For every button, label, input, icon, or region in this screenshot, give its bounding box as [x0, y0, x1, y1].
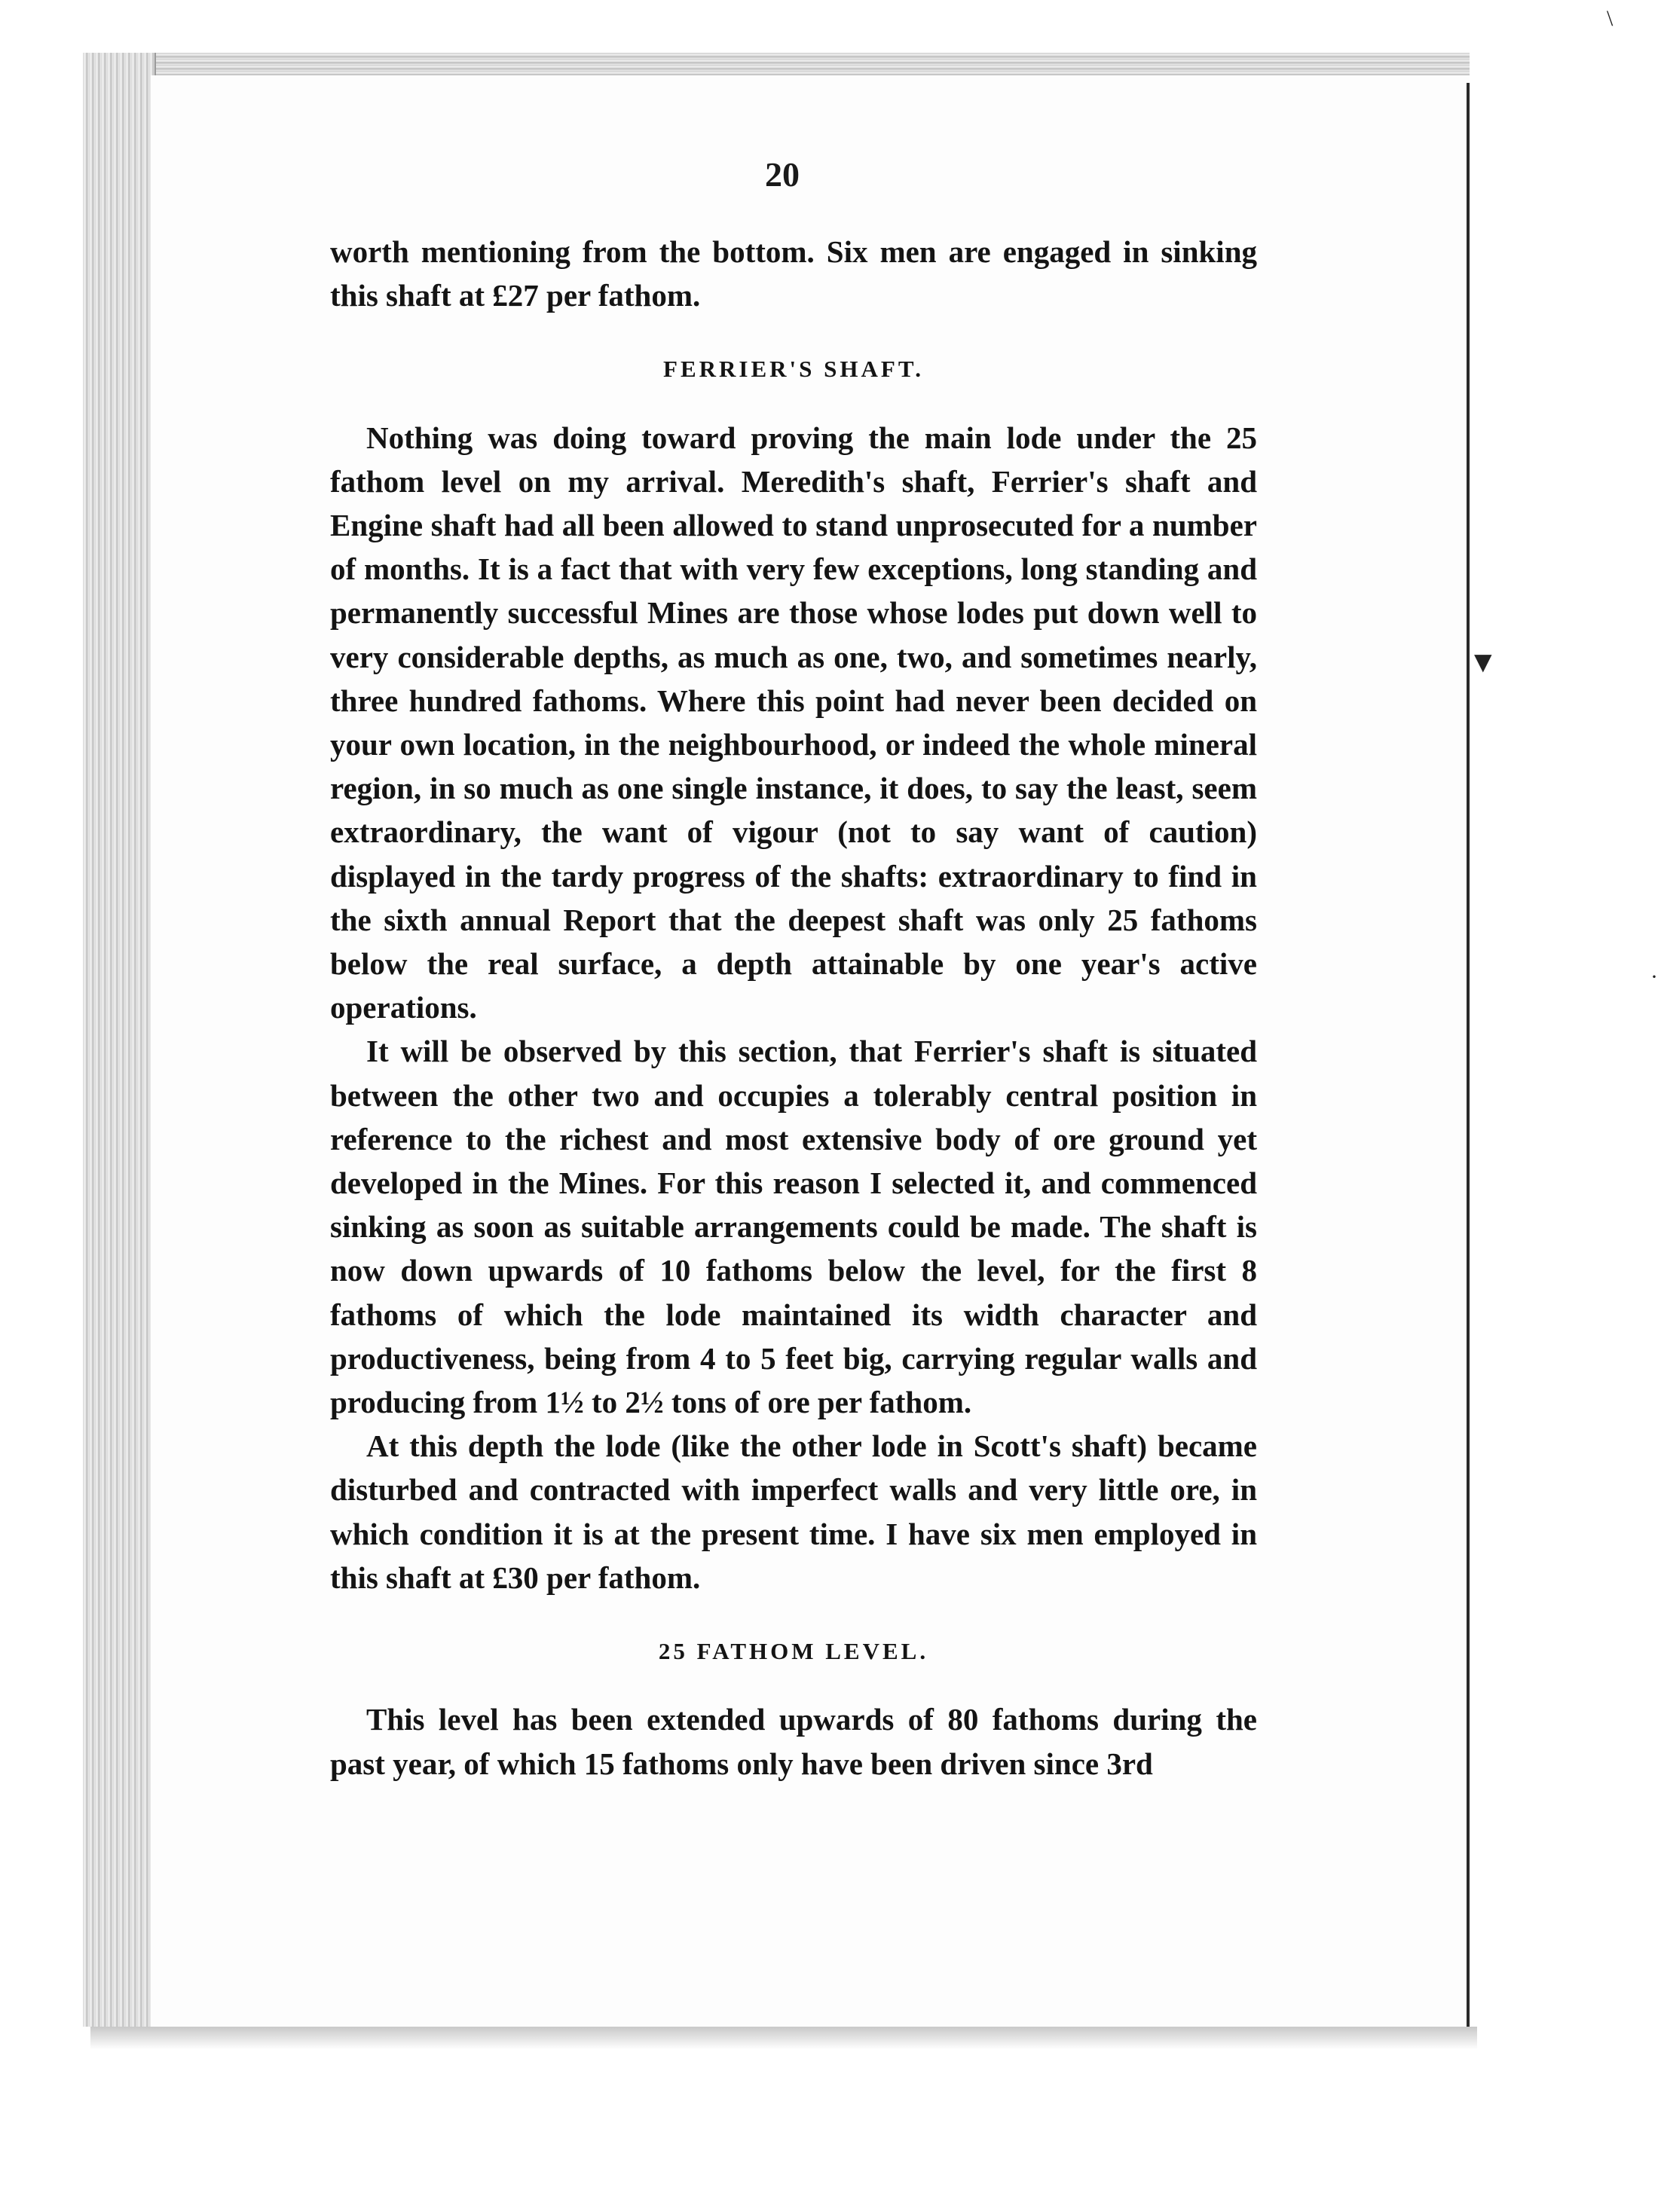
continued-paragraph: worth mentioning from the bottom. Six men are engaged in sinking this shaft at £27 per fathom. [330, 234, 1257, 313]
edge-mark: · [1650, 964, 1658, 989]
gutter-mark: ▼ [1468, 645, 1498, 679]
paragraph: It will be observed by this section, that Ferrier's shaft is situated between the other two and occupies a tolerably central position in reference to the richest and most extensive body of ore ground yet developed in the Mines. For this reason I selected it, and commenced sinking as soon as suitable arrangements could be made. The shaft is now down upwards of 10 fathoms below the level, for the first 8 fathoms of which the lode maintained its width character and productiveness, being from 4 to 5 feet big, carrying regular walls and producing from 1½ to 2½ tons of ore per fathom. [330, 1034, 1257, 1420]
paragraph: At this depth the lode (like the other lode in Scott's shaft) became disturbed and contracted with imperfect walls and very little ore, in which condition it is at the present time. I have six men employed in this shaft at £30 per fathom. [330, 1428, 1257, 1595]
page-bottom-shadow [90, 2027, 1477, 2049]
page-number: 20 [765, 155, 800, 194]
paragraph: Nothing was doing toward proving the main lode under the 25 fathom level on my arrival. Meredith's shaft, Ferrier's shaft and Engine shaft had all been allowed to stand unprosecuted for a number of months. It is a fact that with very few exceptions, long standing and permanently successful Mines are those whose lodes put down well to very considerable depths, as much as one, two, and sometimes nearly, three hundred fathoms. Where this point had never been decided on your own location, in the neighbourhood, or indeed the whole mineral region, in so much as one single instance, it does, to say the least, seem extraordinary, the want of vigour (not to say want of caution) displayed in the tardy progress of the shafts: extraordinary to find in the sixth annual Report that the deepest shaft was only 25 fathoms below the real surface, a depth attainable by one year's active operations. [330, 420, 1257, 1025]
book-gutter-edge [1467, 83, 1470, 2042]
section-heading-ferriers-shaft: FERRIER'S SHAFT. [663, 356, 924, 383]
paragraph: This level has been extended upwards of 80 fathoms during the past year, of which 15 fathoms only have been driven since 3rd [330, 1702, 1257, 1781]
book-page-stack-edge [83, 53, 156, 2027]
page-body [330, 230, 1257, 1786]
corner-mark: \ [1607, 6, 1614, 31]
section-heading-25-fathom-level: 25 FATHOM LEVEL. [658, 1638, 929, 1665]
